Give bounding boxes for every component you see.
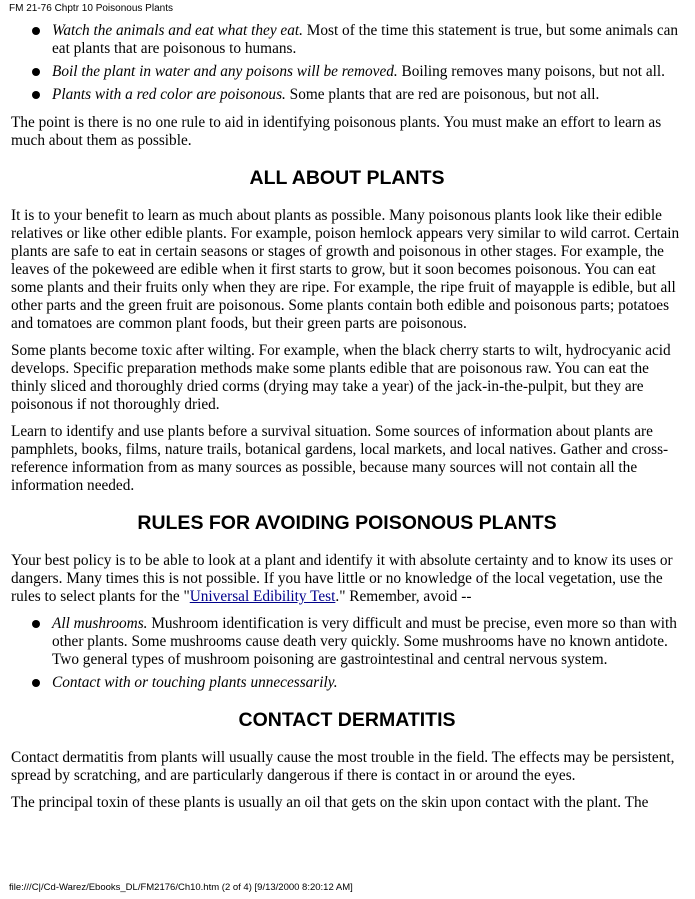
misconception-list (11, 22, 683, 104)
bullet-icon (32, 27, 40, 35)
list-item (52, 22, 683, 58)
page-header: FM 21-76 Chptr 10 Poisonous Plants (9, 3, 173, 14)
paragraph: Learn to identify and use plants before a survival situation. Some sources of information about plants are pamphlets, books, films, nature trails, botanical gardens, local markets, and local natives. Gather and cross-reference information from as many sources as possible, because many sources will not contain all the information needed. (11, 423, 669, 494)
bullet-lead: Watch the animals and eat what they eat. (52, 22, 303, 39)
rules-paragraph (11, 552, 683, 606)
document-body (11, 22, 683, 821)
intro-paragraph: The point is there is no one rule to aid in identifying poisonous plants. You must make an effort to learn as much about them as possible. (11, 114, 662, 149)
section-heading-contact-dermatitis: CONTACT DERMATITIS (238, 709, 456, 731)
bullet-icon (32, 679, 40, 687)
rules-text-before-link: Your best policy is to be able to look at a plant and identify it with absolute certainty and to know its uses or dangers. Many times this is not possible. If you have little or no knowledge of the local vegetation, use the rules to select plants for the " (11, 552, 673, 605)
paragraph: It is to your benefit to learn as much about plants as possible. Many poisonous plants look like their edible relatives or like other edible plants. For example, poison hemlock appears very similar to wild carrot. Certain plants are safe to eat in certain seasons or stages of growth and poisonous in other stages. For example, the leaves of the pokeweed are edible when it first starts to grow, but it soon becomes poisonous. You can eat some plants and their fruits only when they are ripe. For example, the ripe fruit of mayapple is edible, but all other parts and the green fruit are poisonous. Some plants contain both edible and poisonous parts; potatoes and tomatoes are common plant foods, but their green parts are poisonous. (11, 207, 680, 332)
list-item (52, 63, 683, 81)
bullet-lead: Contact with or touching plants unnecessarily. (52, 674, 338, 691)
avoid-list (11, 615, 683, 692)
bullet-icon (32, 91, 40, 99)
list-item (52, 86, 683, 104)
paragraph: Some plants become toxic after wilting. For example, when the black cherry starts to wilt, hydrocyanic acid develops. Specific preparation methods make some plants edible that are poisonous raw. You can eat the thinly sliced and thoroughly dried corms (drying may take a year) of the jack-in-the-pulpit, but they are poisonous if not thoroughly dried. (11, 342, 671, 413)
universal-edibility-test-link[interactable]: Universal Edibility Test (189, 588, 336, 605)
bullet-text: Most of the time this statement is true, but some animals can eat plants that are poisonous to humans. (52, 22, 679, 57)
bullet-text: Mushroom identification is very difficult and must be precise, even more so than with other plants. Some mushrooms cause death very quickly. Some mushrooms have no known antidote. Two general types of mushroom poisoning are gastrointestinal and central nervous system. (52, 615, 677, 668)
bullet-icon (32, 68, 40, 76)
section-heading-rules: RULES FOR AVOIDING POISONOUS PLANTS (137, 512, 557, 534)
page-footer: file:///C|/Cd-Warez/Ebooks_DL/FM2176/Ch10.htm (2 of 4) [9/13/2000 8:20:12 AM] (9, 882, 353, 893)
bullet-lead: All mushrooms. (52, 615, 148, 632)
bullet-icon (32, 620, 40, 628)
section-heading-all-about-plants: ALL ABOUT PLANTS (249, 167, 445, 189)
bullet-lead: Plants with a red color are poisonous. (52, 86, 286, 103)
bullet-lead: Boil the plant in water and any poisons will be removed. (52, 63, 398, 80)
bullet-text: Some plants that are red are poisonous, but not all. (285, 86, 600, 103)
paragraph: Contact dermatitis from plants will usually cause the most trouble in the field. The effects may be persistent, spread by scratching, and are particularly dangerous if there is contact in or around the eyes. (11, 749, 675, 784)
paragraph: The principal toxin of these plants is usually an oil that gets on the skin upon contact with the plant. The (11, 794, 649, 811)
bullet-text: Boiling removes many poisons, but not all. (397, 63, 665, 80)
rules-text-after-link: ." Remember, avoid -- (335, 588, 472, 605)
list-item (52, 615, 683, 669)
list-item (52, 674, 683, 692)
